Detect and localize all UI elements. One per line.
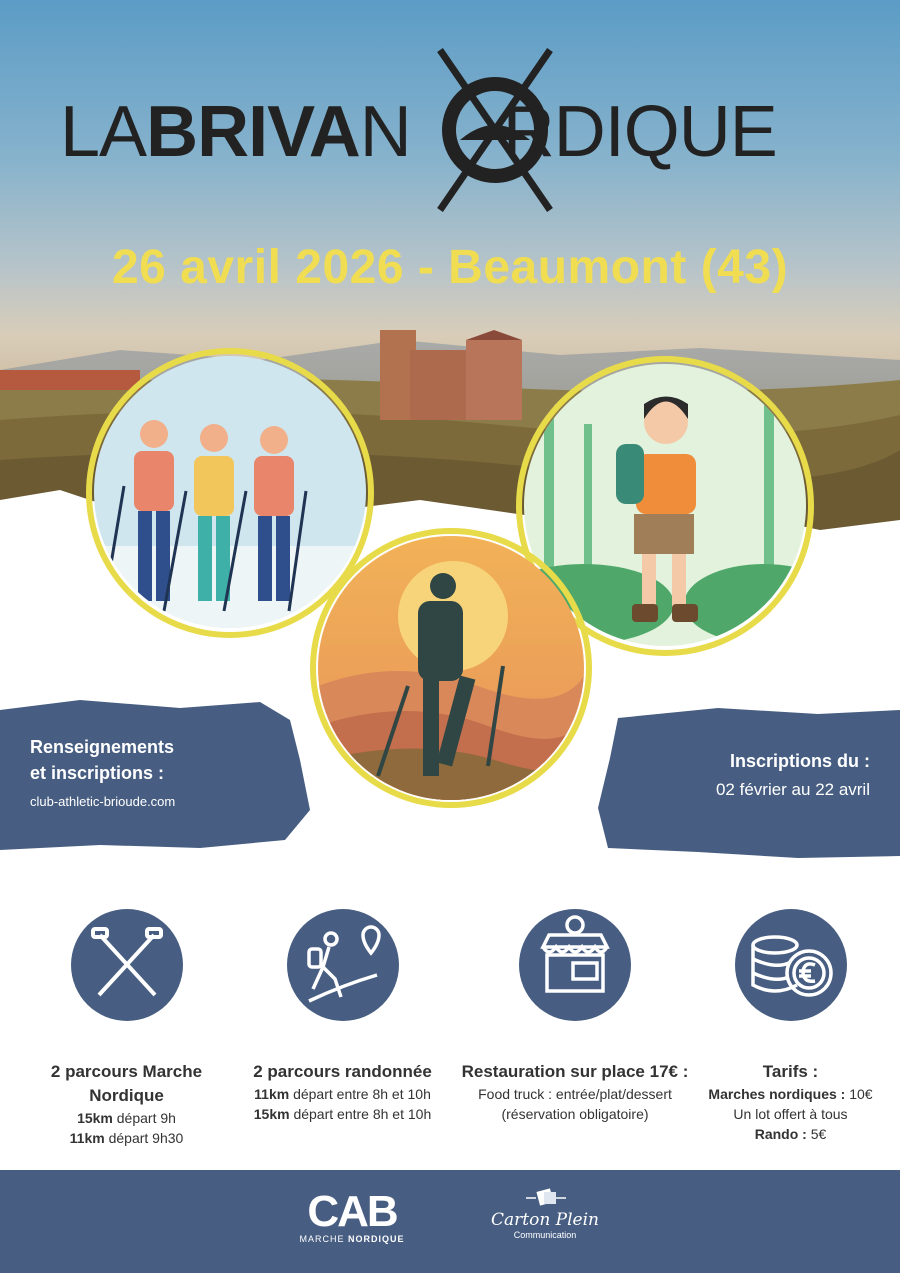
nordic-walkers-illustration — [94, 356, 366, 628]
info-right-title: Inscriptions du : — [729, 751, 870, 771]
feature-line: 15km départ entre 8h et 10h — [253, 1106, 432, 1122]
feature-hiking — [230, 905, 455, 1124]
info-left-website[interactable]: club-athletic-brioude.com — [30, 794, 176, 809]
logo-briva: BRIVA — [146, 92, 360, 172]
feature-title: Tarifs : — [762, 1062, 819, 1081]
shop-icon — [513, 905, 637, 1025]
logo-la: LA — [60, 92, 147, 172]
carton-plein-logo — [490, 1186, 600, 1240]
feature-nordic-walk — [14, 905, 239, 1148]
info-left-title-line1: Renseignements — [30, 737, 175, 757]
logo-text — [60, 92, 777, 172]
cab-logo — [296, 1187, 408, 1244]
feature-line: 11km départ entre 8h et 10h — [254, 1086, 431, 1102]
logo-rdique: RDIQUE — [502, 92, 777, 172]
cab-logo-subtitle: MARCHE NORDIQUE — [299, 1234, 405, 1244]
carton-plein-icon — [526, 1186, 566, 1210]
carton-plein-subtitle: Communication — [513, 1230, 577, 1240]
feature-line: Marches nordiques : 10€ — [708, 1086, 873, 1102]
footer — [0, 1170, 900, 1273]
logo-n: N — [359, 92, 411, 172]
event-logo — [60, 40, 840, 220]
carton-plein-name: Carton Plein — [490, 1210, 599, 1230]
feature-line: 15km départ 9h — [77, 1110, 176, 1126]
sunset-hiker-illustration — [318, 536, 584, 800]
feature-line: Rando : 5€ — [754, 1126, 827, 1142]
feature-line: Food truck : entrée/plat/dessert — [478, 1086, 672, 1102]
info-left-title — [30, 734, 174, 786]
cab-logo-text: CAB — [307, 1187, 397, 1236]
feature-title: Restauration sur place 17€ : — [461, 1062, 689, 1081]
feature-line: (réservation obligatoire) — [501, 1106, 649, 1122]
hiker-location-icon — [281, 905, 405, 1025]
info-right-dates: 02 février au 22 avril — [715, 780, 870, 799]
feature-line: Un lot offert à tous — [733, 1106, 848, 1122]
feature-title: 2 parcours Marche Nordique — [50, 1062, 203, 1105]
nordic-poles-icon — [65, 905, 189, 1025]
event-date-location: 26 avril 2026 - Beaumont (43) — [111, 241, 789, 294]
info-left-title-line2: et inscriptions : — [30, 763, 165, 783]
feature-catering — [460, 905, 690, 1124]
feature-prices — [678, 905, 900, 1144]
coins-euro-icon — [729, 905, 853, 1025]
feature-title: 2 parcours randonnée — [253, 1062, 432, 1081]
feature-line: 11km départ 9h30 — [69, 1130, 184, 1146]
